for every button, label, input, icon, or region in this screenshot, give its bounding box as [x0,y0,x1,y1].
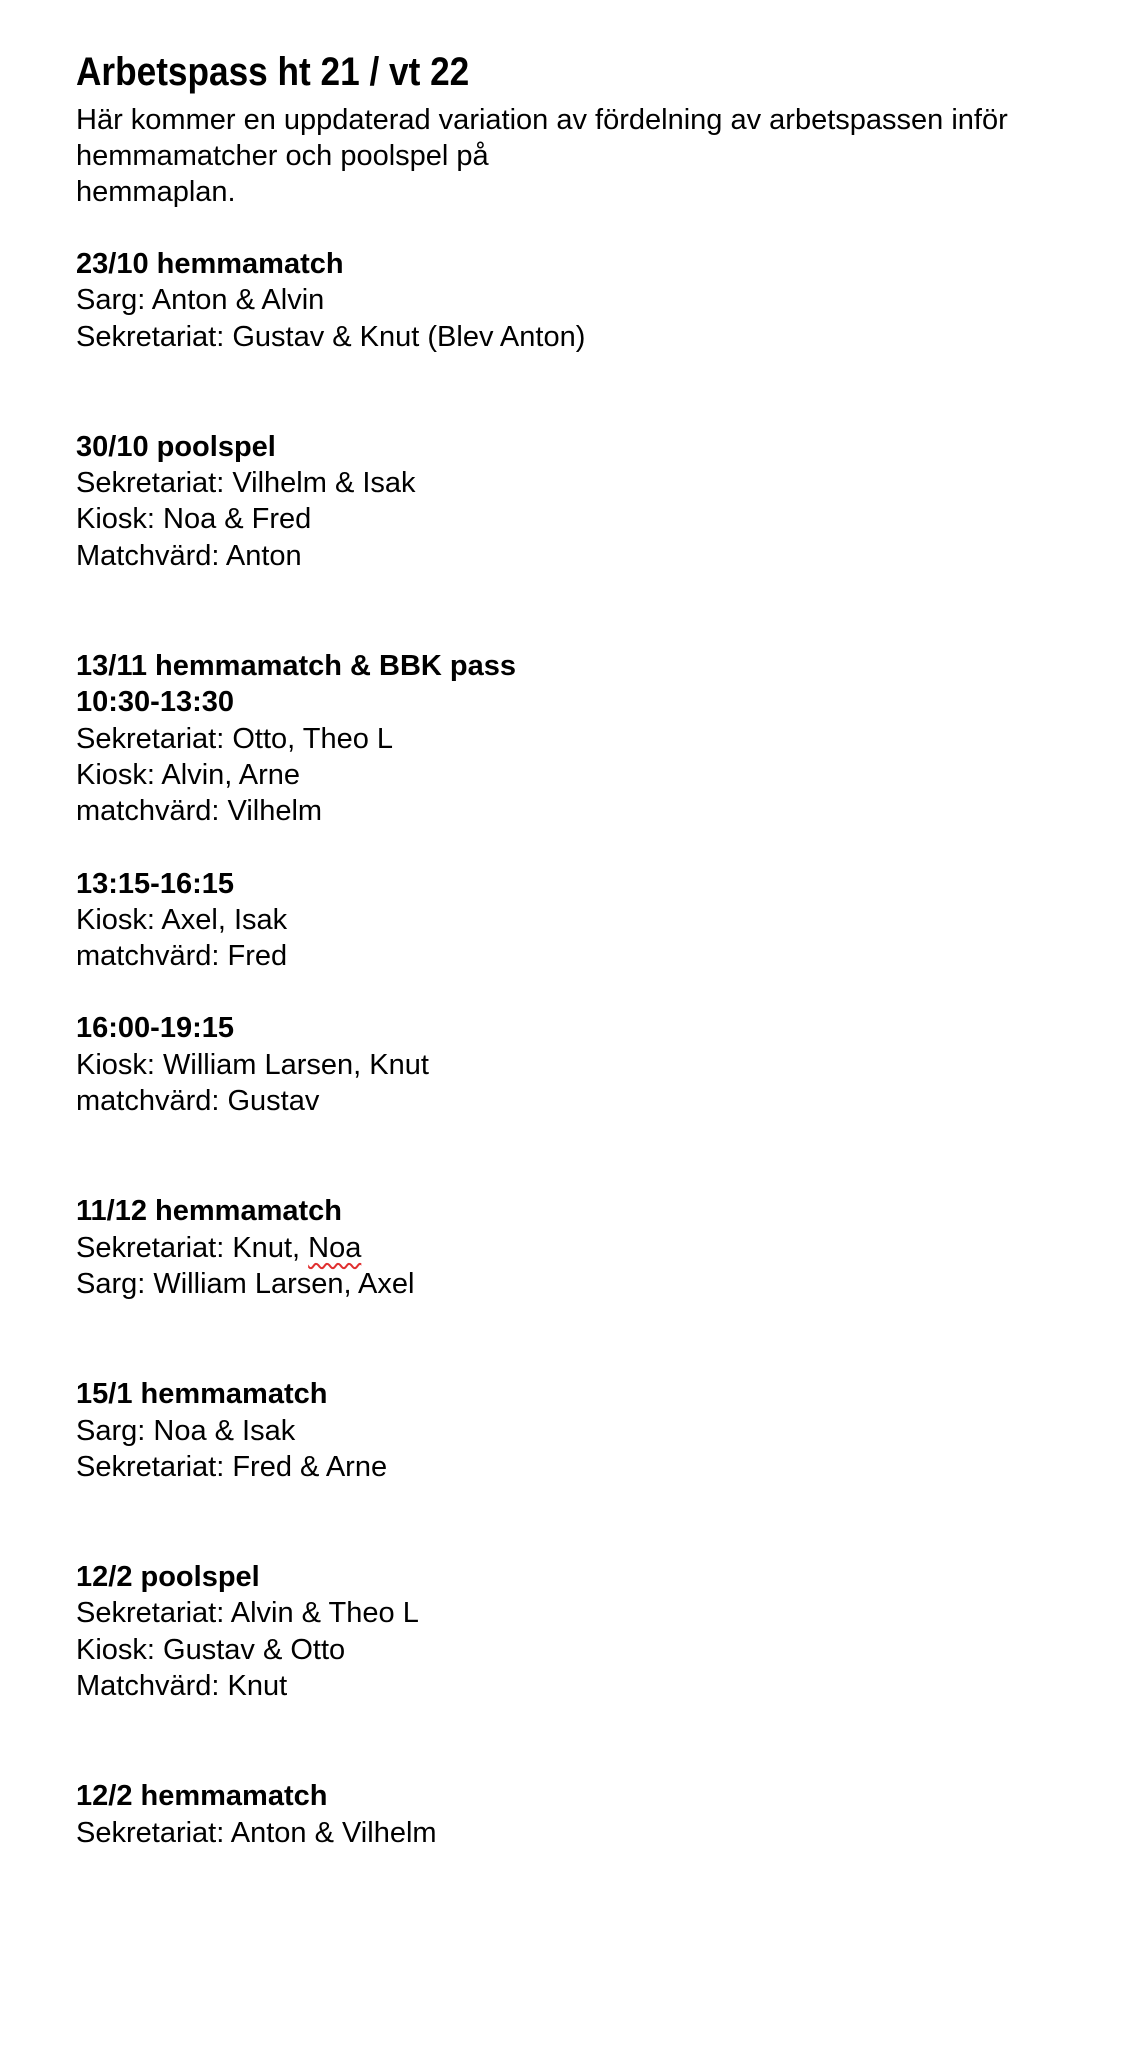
blank-line [76,355,1086,429]
event-block [76,648,1086,1119]
assignment-line: Kiosk: Axel, Isak [76,903,288,936]
assignment-text: Sekretariat: Knut, [76,1231,309,1264]
assignment-line: Sarg: Noa & Isak [76,1414,296,1447]
event-block [76,429,1086,574]
event-heading: 12/2 poolspel [76,1561,260,1594]
intro-line: hemmaplan. [76,176,236,208]
intro-paragraph [76,102,1086,210]
blank-line [76,1119,1086,1193]
event-heading: 30/10 poolspel [76,430,276,463]
assignment-line: Kiosk: Gustav & Otto [76,1633,346,1666]
spellcheck-flagged-word[interactable]: Noa [308,1231,362,1264]
blank-line [76,830,1086,866]
assignment-line: Sarg: William Larsen, Axel [76,1267,415,1300]
blank-line [76,1485,1086,1559]
assignment-line: Kiosk: William Larsen, Knut [76,1048,429,1081]
blank-line [76,1302,1086,1376]
event-heading: 12/2 hemmamatch [76,1780,328,1813]
intro-line: Här kommer en uppdaterad variation av fördelning av arbetspassen inför [76,104,1008,136]
assignment-line: Sekretariat: Gustav & Knut (Blev Anton) [76,320,586,353]
event-block [76,1778,1086,1851]
event-heading: 11/12 hemmamatch [76,1195,342,1228]
time-slot-heading: 13:15-16:15 [76,867,234,900]
assignment-line: Sekretariat: Otto, Theo L [76,722,394,755]
assignment-line: Matchvärd: Anton [76,539,302,572]
assignment-line: Sekretariat: Alvin & Theo L [76,1597,419,1630]
assignment-line: Sekretariat: Vilhelm & Isak [76,467,416,500]
intro-line: hemmamatcher och poolspel på [76,140,489,172]
blank-line [76,1704,1086,1778]
time-slot-heading: 10:30-13:30 [76,686,234,719]
assignment-line: matchvärd: Vilhelm [76,795,323,828]
assignment-line: Kiosk: Noa & Fred [76,503,312,536]
blank-line [76,574,1086,648]
event-block [76,1193,1086,1302]
blank-line [76,210,1086,246]
event-heading: 15/1 hemmamatch [76,1378,328,1411]
event-block [76,1559,1086,1704]
event-block [76,1376,1086,1485]
assignment-line: matchvärd: Fred [76,940,288,973]
event-heading: 23/10 hemmamatch [76,248,344,280]
document-body [76,46,1086,1851]
event-block [76,246,1086,355]
assignment-line: Sarg: Anton & Alvin [76,284,325,317]
assignment-line: matchvärd: Gustav [76,1085,320,1118]
time-slot-heading: 16:00-19:15 [76,1012,234,1045]
assignment-line: Matchvärd: Knut [76,1670,288,1703]
assignment-line: Kiosk: Alvin, Arne [76,758,301,791]
assignment-line: Sekretariat: Fred & Arne [76,1450,388,1483]
assignment-line: Sekretariat: Anton & Vilhelm [76,1816,437,1849]
assignment-line [76,1230,1086,1266]
document-title: Arbetspass ht 21 / vt 22 [76,50,470,94]
blank-line [76,974,1086,1010]
event-heading: 13/11 hemmamatch & BBK pass [76,650,517,683]
